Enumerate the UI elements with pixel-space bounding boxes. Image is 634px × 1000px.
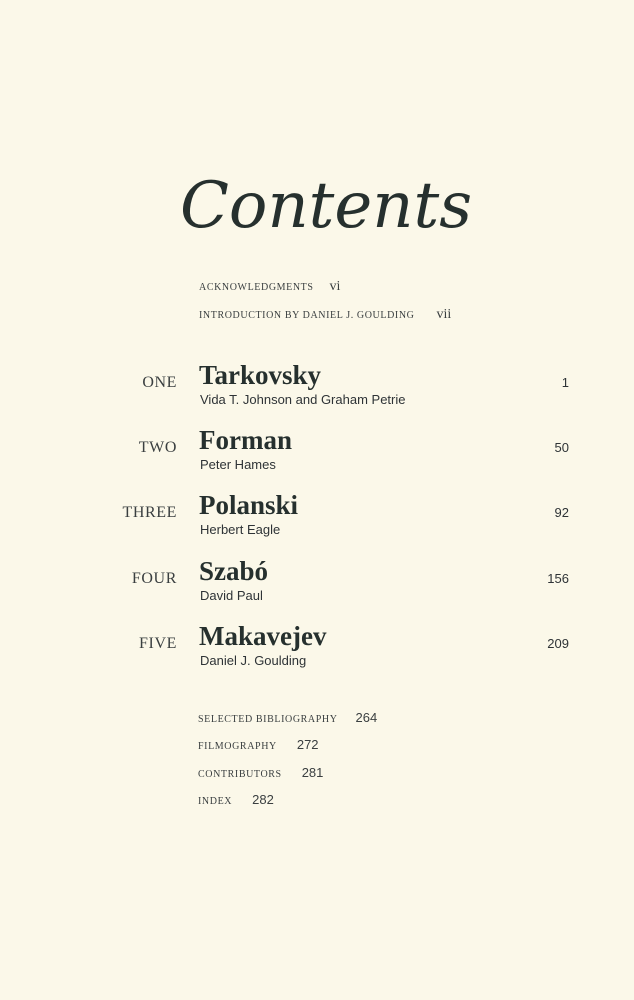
chapter-author: Daniel J. Goulding	[200, 653, 307, 668]
chapter-entry-two[interactable]	[0, 425, 634, 491]
chapter-page: 156	[547, 571, 569, 586]
toc-entry-label: SELECTED BIBLIOGRAPHY	[198, 714, 338, 725]
page-title: Contents	[179, 169, 473, 243]
toc-entry-contributors[interactable]	[198, 765, 323, 780]
toc-entry-label: FILMOGRAPHY	[198, 741, 277, 752]
toc-entry-label: CONTRIBUTORS	[198, 769, 282, 780]
chapter-entry-one[interactable]	[0, 360, 634, 426]
toc-entry-label: INDEX	[198, 796, 233, 807]
chapter-number: THREE	[122, 504, 177, 521]
chapter-title: Forman	[199, 425, 292, 455]
chapter-entry-four[interactable]	[0, 556, 634, 622]
chapter-title: Tarkovsky	[199, 360, 322, 390]
toc-entry-filmography[interactable]	[198, 737, 319, 752]
chapter-title: Polanski	[199, 490, 299, 520]
toc-entry-label: INTRODUCTION BY DANIEL J. GOULDING	[199, 310, 415, 321]
chapter-number: FOUR	[131, 570, 177, 587]
chapter-author: Peter Hames	[200, 457, 276, 472]
chapter-page: 209	[547, 636, 569, 651]
chapter-author: Herbert Eagle	[200, 522, 281, 537]
chapter-title: Szabó	[199, 556, 269, 586]
toc-entry-page: 272	[296, 737, 319, 752]
toc-entry-page: 282	[252, 792, 274, 807]
toc-entry-introduction[interactable]	[199, 307, 451, 323]
chapter-entry-three[interactable]	[0, 490, 634, 556]
chapter-number: TWO	[138, 439, 177, 456]
chapter-page: 92	[554, 505, 569, 520]
toc-entry-selected-bibliography[interactable]	[198, 710, 377, 725]
chapter-entry-five[interactable]	[0, 621, 634, 687]
chapter-number: FIVE	[139, 635, 177, 652]
chapter-page: 50	[554, 440, 569, 455]
toc-entry-index[interactable]	[198, 792, 274, 807]
chapter-title: Makavejev	[199, 621, 327, 651]
toc-entry-label: ACKNOWLEDGMENTS	[199, 282, 314, 293]
chapter-author: David Paul	[200, 588, 263, 603]
chapter-page: 1	[561, 375, 569, 390]
toc-entry-page: 264	[355, 710, 378, 725]
toc-entry-page: 281	[301, 765, 324, 780]
chapter-author: Vida T. Johnson and Graham Petrie	[200, 392, 406, 407]
toc-entry-page: vi	[329, 279, 341, 294]
toc-entry-acknowledgments[interactable]	[199, 279, 340, 295]
chapter-number: ONE	[142, 374, 177, 391]
toc-entry-page: vii	[436, 307, 452, 322]
